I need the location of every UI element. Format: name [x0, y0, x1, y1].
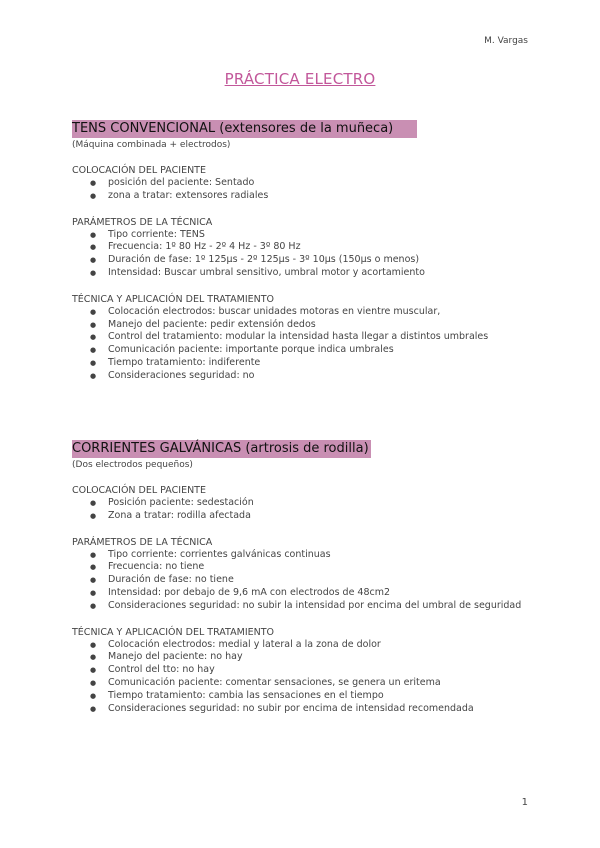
bullet-list	[72, 549, 528, 613]
list-item: ● Zona a tratar: rodilla afectada	[108, 510, 528, 523]
group-parametros	[72, 216, 528, 280]
section-heading: CORRIENTES GALVÁNICAS (artrosis de rodilla)	[72, 441, 369, 456]
bullet-list	[72, 229, 528, 280]
document-title: PRÁCTICA ELECTRO	[224, 70, 376, 88]
bullet-list	[72, 497, 528, 523]
group-title: PARÁMETROS DE LA TÉCNICA	[72, 536, 213, 548]
list-item: ● Tipo corriente: corrientes galvánicas continuas	[108, 549, 528, 562]
group-title: COLOCACIÓN DEL PACIENTE	[72, 485, 206, 496]
list-item: ● Consideraciones seguridad: no subir por encima de intensidad recomendada	[108, 703, 528, 716]
group-tecnica	[72, 293, 528, 383]
list-item: ● Colocación electrodos: buscar unidades motoras en vientre muscular,	[108, 306, 528, 319]
list-item: ● Duración de fase: no tiene	[108, 574, 528, 587]
list-item: ● Control del tratamiento: modular la intensidad hasta llegar a distintos umbrales	[108, 331, 528, 344]
list-item: ● Intensidad: Buscar umbral sensitivo, umbral motor y acortamiento	[108, 267, 528, 280]
list-item: ● Comunicación paciente: importante porque indica umbrales	[108, 344, 528, 357]
list-item: ● Colocación electrodos: medial y lateral a la zona de dolor	[108, 639, 528, 652]
author-name: M. Vargas	[484, 36, 528, 46]
section-tens	[72, 117, 528, 383]
section-note: (Máquina combinada + electrodos)	[72, 140, 231, 150]
list-item: ● Frecuencia: 1º 80 Hz - 2º 4 Hz - 3º 80 Hz	[108, 241, 528, 254]
bullet-list	[72, 639, 528, 716]
group-title: TÉCNICA Y APLICACIÓN DEL TRATAMIENTO	[72, 293, 275, 305]
group-colocacion	[72, 484, 528, 523]
list-item: ● Manejo del paciente: no hay	[108, 651, 528, 664]
group-title: TÉCNICA Y APLICACIÓN DEL TRATAMIENTO	[72, 626, 275, 638]
section-note: (Dos electrodos pequeños)	[72, 460, 193, 470]
list-item: ● Posición paciente: sedestación	[108, 497, 528, 510]
list-item: ● Tiempo tratamiento: cambia las sensaciones en el tiempo	[108, 690, 528, 703]
section-galvanicas	[72, 437, 528, 715]
section-heading: TENS CONVENCIONAL (extensores de la muñeca)	[72, 120, 417, 138]
page-number: 1	[521, 797, 528, 808]
list-item: ● Comunicación paciente: comentar sensaciones, se genera un eritema	[108, 677, 528, 690]
group-title: COLOCACIÓN DEL PACIENTE	[72, 165, 206, 176]
list-item: ● Control del tto: no hay	[108, 664, 528, 677]
list-item: ● Frecuencia: no tiene	[108, 561, 528, 574]
list-item: ● Intensidad: por debajo de 9,6 mA con electrodos de 48cm2	[108, 587, 528, 600]
group-tecnica	[72, 626, 528, 716]
list-item: ● Tiempo tratamiento: indiferente	[108, 357, 528, 370]
list-item: ● Duración de fase: 1º 125µs - 2º 125µs - 3º 10µs (150µs o menos)	[108, 254, 528, 267]
list-item: ● Tipo corriente: TENS	[108, 229, 528, 242]
group-title: PARÁMETROS DE LA TÉCNICA	[72, 216, 213, 228]
list-item: ● Consideraciones seguridad: no	[108, 370, 528, 383]
list-item: ● posición del paciente: Sentado	[108, 177, 528, 190]
list-item: ● Consideraciones seguridad: no subir la intensidad por encima del umbral de seguridad	[108, 600, 528, 613]
bullet-list	[72, 306, 528, 383]
group-parametros	[72, 536, 528, 613]
group-colocacion	[72, 164, 528, 203]
bullet-list	[72, 177, 528, 203]
list-item: ● zona a tratar: extensores radiales	[108, 190, 528, 203]
list-item: ● Manejo del paciente: pedir extensión dedos	[108, 319, 528, 332]
